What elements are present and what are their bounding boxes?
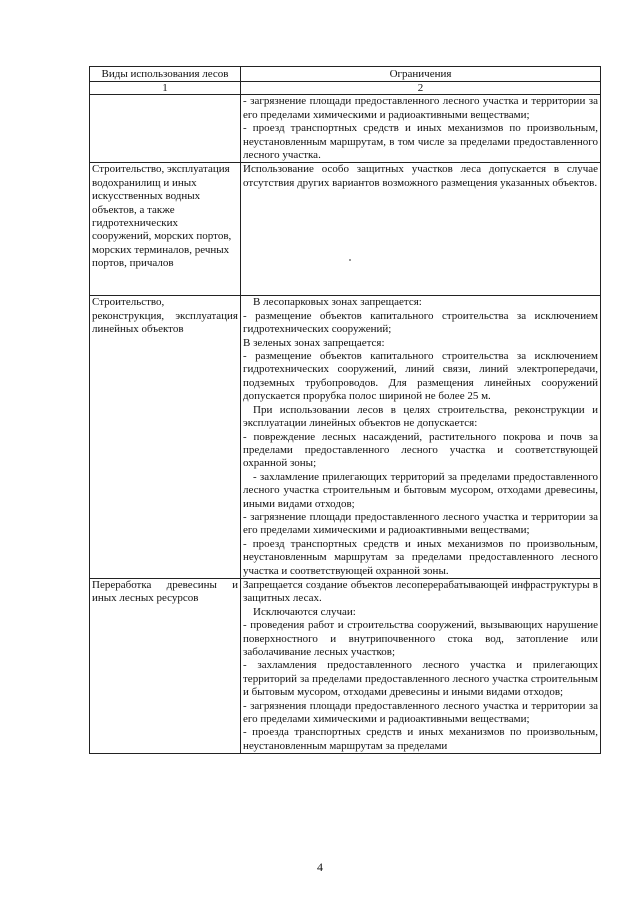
usage-type-cell	[90, 578, 241, 753]
column-number-2: 2	[241, 82, 601, 95]
restrictions-cell	[241, 578, 601, 753]
restriction-line: - загрязнения площади предоставленного лесного участка и территории за его пределами химическими и радиоактивными веществами;	[243, 699, 598, 726]
restriction-line: - проведения работ и строительства сооружений, вызывающих нарушение поверхностного и внутрипочвенного стока вод, затопление или заболачивание лесных участков;	[243, 619, 598, 658]
restriction-line: - размещение объектов капитального строительства за исключением гидротехнических сооружений, линий связи, линий электропередачи, подземных трубопроводов. Для размещения линейных сооружений допускается прорубка полос шириной не более 25 м.	[243, 350, 598, 403]
page-number: 4	[317, 860, 323, 874]
usage-type-text: Переработка древесины и иных лесных ресурсов	[92, 578, 238, 605]
usage-type-cell	[90, 95, 241, 163]
restrictions-cell	[241, 296, 601, 579]
restriction-line: - повреждение лесных насаждений, растительного покрова и почв за пределами предоставленного лесного участка и соответствующей охранной зоны;	[243, 430, 598, 470]
restriction-line: - загрязнение площади предоставленного лесного участка и территории за его пределами химическими и радиоактивными веществами;	[243, 95, 598, 121]
column-number-1: 1	[90, 82, 241, 95]
restriction-line: Использование особо защитных участков леса допускается в случае отсутствия других вариантов возможного размещения указанных объектов.	[243, 163, 598, 189]
restriction-line: - размещение объектов капитального строительства за исключением гидротехнических сооружений;	[243, 309, 598, 336]
restriction-line: - проезд транспортных средств и иных механизмов по произвольным, неустановленным маршрутам за пределами предоставленного лесного участка и соответствующей охранной зоны.	[243, 537, 598, 577]
usage-type-cell: Строительство, эксплуатация водохранилищ и иных искусственных водных объектов, а также гидротехнических сооружений, морских портов, морских терминалов, речных портов, причалов	[90, 163, 241, 296]
restriction-line: В лесопарковых зонах запрещается:	[253, 296, 422, 309]
restriction-line: Запрещается создание объектов лесоперерабатывающей инфраструктуры в защитных лесах.	[243, 578, 598, 605]
table-header-row	[90, 67, 601, 82]
usage-type-text: Строительство, реконструкция, эксплуатация линейных объектов	[92, 296, 238, 336]
restriction-line: - захламления предоставленного лесного участка и прилегающих территорий за пределами предоставленного лесного участка строительным и бытовым мусором, отходами древесины и иными видами отходов;	[243, 659, 598, 699]
column-number-row	[90, 82, 601, 95]
table-row	[90, 163, 601, 296]
restrictions-cell	[241, 95, 601, 163]
restriction-line: Исключаются случаи:	[253, 605, 356, 618]
restrictions-table	[89, 66, 601, 754]
table-row	[90, 296, 601, 579]
restriction-line: При использовании лесов в целях строительства, реконструкции и эксплуатации линейных объектов не допускается:	[243, 403, 598, 430]
restriction-line: - проезда транспортных средств и иных механизмов по произвольным, неустановленным маршрутам за пределами	[243, 726, 598, 752]
table-row	[90, 578, 601, 753]
restriction-line: - проезд транспортных средств и иных механизмов по произвольным, неустановленным маршрутам, в том числе за пределами предоставленного лесного участка.	[243, 122, 598, 162]
scan-speck	[349, 259, 351, 261]
restrictions-cell	[241, 163, 601, 296]
table-row	[90, 95, 601, 163]
usage-type-cell	[90, 296, 241, 579]
restriction-line: В зеленых зонах запрещается:	[243, 336, 385, 349]
restriction-line: - загрязнение площади предоставленного лесного участка и территории за его пределами химическими и радиоактивными веществами;	[243, 510, 598, 537]
column-header-usage-types: Виды использования лесов	[90, 67, 241, 82]
column-header-restrictions: Ограничения	[241, 67, 601, 82]
restriction-line: - захламление прилегающих территорий за пределами предоставленного лесного участка строительным и бытовым мусором, отходами древесины, иными видами отходов;	[243, 470, 598, 510]
